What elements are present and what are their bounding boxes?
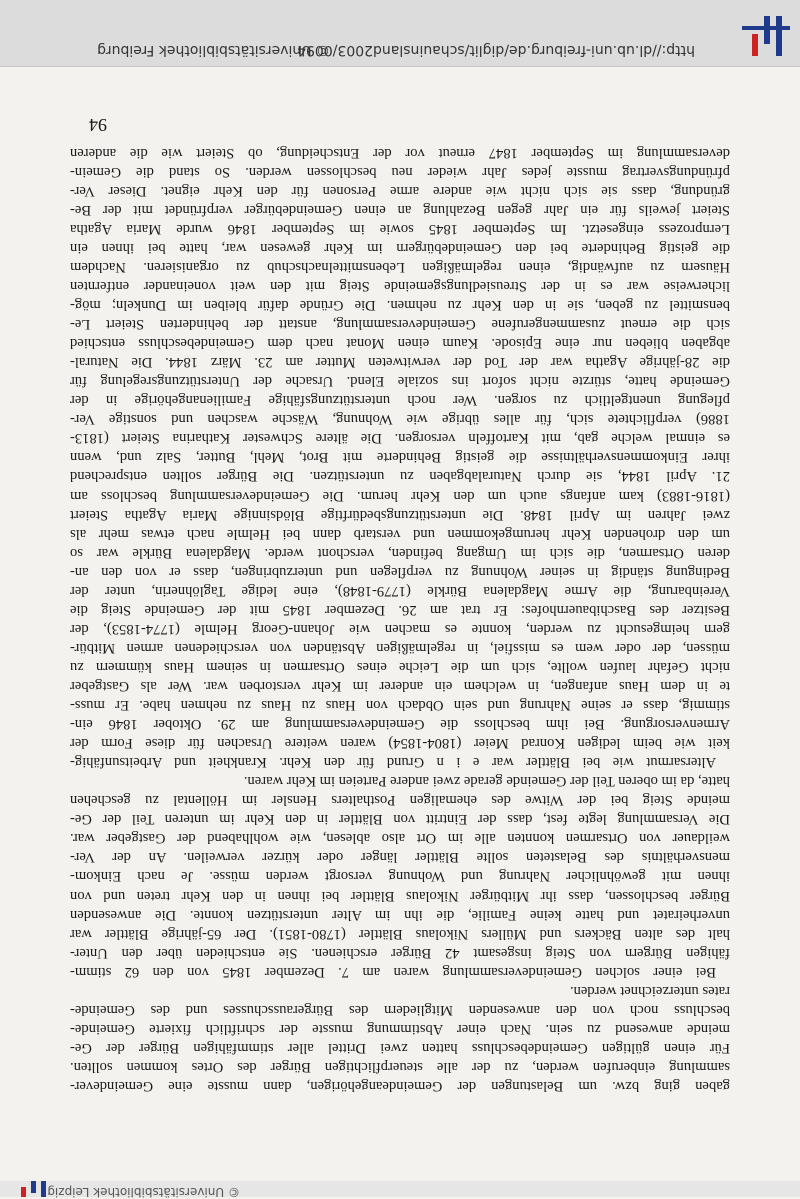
text-line: pfründungsvertrag musste jedes Jahr wieder neu beschlossen werden. So stand die Gemein-: [70, 163, 730, 180]
text-line: unverheiratet und hatte keine Familie, die ihn im Alter unterstützen konnte. Die anwesenden: [70, 906, 730, 923]
page-number: 94: [89, 115, 107, 135]
text-line: weildauer von Ortsarmen konnten alle im Ort also ablesen, wie wohlhabend der Gastgeber war.: [70, 830, 730, 847]
library-logo-icon: [740, 16, 790, 66]
text-line: Lernprozess eingesetzt. Im September 1845 sowie im September 1846 wurde Maria Agatha: [70, 220, 730, 237]
text-line: mensverhältnis des Belasteten sollte Blättler länger oder kürzer verweilen. An der Ver-: [70, 849, 730, 866]
text-line: nicht Gefahr laufen wollte, sich um die Leiche eines Ortsarmen in seinem Haus kümmern zu: [70, 658, 730, 675]
text-line: pflegung unentgeltlich zu sorgen. Wer noch unterstützungsfähige Familienangehörige in der: [70, 392, 730, 409]
text-line: bensmittel zu geben, sie in den Kehr zu nehmen. Die Gründe dafür bleiben im Dunkeln; mög-: [70, 297, 730, 314]
text-line: es einmal welche gab, mit Kartoffeln versorgen. Die ältere Schwester Katharina Steiert (1813-: [70, 430, 730, 447]
text-line: sammlung einberufen werden, zu der alle steuerpflichtigen Bürger des Ortes kommen sollten.: [70, 1058, 730, 1075]
text-line: Bei einer solchen Gemeindeversammlung waren am 7. Dezember 1845 von den 62 stimm-: [70, 963, 716, 980]
text-line: müssen, der oder wem es missfiel, in regelmäßigen Abständen von verschiedenen armen Mitbür-: [70, 639, 730, 656]
text-line: Häusern zu aufwändig, einen regelmäßigen Lebensmittelnachschub zu organisieren. Nachdem: [70, 258, 730, 275]
library-header-band: [0, 1181, 800, 1197]
text-line: 21. April 1844, sie durch Naturalabgaben zu unterstützen. Die Bürger sollten entsprechend: [70, 468, 730, 485]
text-line: gründung, dass sie sich nicht wie andere arme Personen für den Kehr eignet. Dieser Ver-: [70, 182, 730, 199]
text-line: die 28-jährige Agatha war der Tod der verwitweten Mutter am 23. März 1844. Die Natural-: [70, 354, 730, 371]
text-line: zwei Jahren im April 1848. Die unterstützungsbedürftige Blödsinnige Maria Agatha Steiert: [70, 506, 730, 523]
text-line: Für einen gültigen Gemeindebeschluss hatten zwei Drittel aller stimmfähigen Bürger der Ge-: [70, 1039, 730, 1056]
text-line: meinde anwesend zu sein. Nach einer Abstimmung musste der schriftlich fixierte Gemeinde-: [70, 1020, 730, 1037]
text-line: licherweise war es in der Streusiedlungsgemeinde Steig mit den weit voneinander entfernten: [70, 278, 730, 295]
text-line: um den drohenden Kehr herumgekommen und verstarb dann bei Helmle nach etwas mehr als: [70, 525, 730, 542]
library-footer-band: [0, 0, 800, 67]
text-line: Besitzer des Baschibauernhofes: Er trat am 26. Dezember 1845 mit der Gemeinde Steig die: [70, 601, 730, 618]
text-line: beschluss noch von den anwesenden Mitgliedern des Bürgerausschusses und des Gemeinde-: [70, 1001, 730, 1018]
text-line: Steiert jeweils für ein Jahr gegen Bezahlung an einen Gemeindebürger verpfründet mit der Be-: [70, 201, 730, 218]
footer-copyright: © Universitätsbibliothek Freiburg: [97, 42, 330, 58]
header-copyright: © Universitätsbibliothek Leipzig: [47, 1185, 240, 1199]
footer-url-link[interactable]: http://dl.ub.uni-freiburg.de/diglit/schauinsland2003/0094: [297, 42, 695, 58]
text-line: abgaben blieben nur eine Episode. Kaum einen Monat nach dem Gemeindebeschluss entschied: [70, 335, 730, 352]
text-line: deversammlung im September 1847 erneut vor der Entscheidung, ob Steiert wie die anderen: [70, 144, 730, 161]
text-line: gaben ging bzw. um Belastungen der Gemeindeangehörigen, dann musste eine Gemeindever-: [70, 1078, 730, 1094]
text-line: Armenversorgung. Bei ihm beschloss die Gemeindeversammlung am 29. Oktober 1846 ein-: [70, 716, 730, 733]
text-line: ihnen mit gewöhnlicher Nahrung und Wohnung versorgt werden müsse. Je nach Einkom-: [70, 868, 730, 885]
text-line: stimmig, dass er seine Nahrung und sein Obdach von Haus zu Haus zu nehmen habe. Er muss-: [70, 697, 730, 714]
text-line: die geistig Behinderte bei den Gemeindebürgern im Kehr gewesen war, hatte bei ihnen ein: [70, 239, 730, 256]
body-text: [70, 143, 730, 1095]
text-line: (1816-1883) kam anfangs auch um den Kehr herum. Die Gemeindeversammlung beschloss am: [70, 487, 730, 504]
text-line: te in dem Haus anfangen, in welchem ein anderer im Kehr verstorben war. Wer als Gastgeber: [70, 678, 730, 695]
text-line: deren Ortsarmen, die sich im Umgang befinden, verschont werde. Magdalena Bürkle war so: [70, 544, 730, 561]
text-line: ihrer Einkommensverhältnisse die geistig Behinderte mit Brot, Mehl, Butter, Salz und, wenn: [70, 449, 730, 466]
text-line: Die Versammlung legte fest, dass der Eintritt von Blättler in den Kehr im unteren Teil der Ge-: [70, 811, 730, 828]
text-line: Altersarmut wie bei Blättler war e i n Grund für den Kehr. Krankheit und Arbeitsunfähig-: [70, 754, 716, 771]
text-line: keit wie beim ledigen Konrad Meier (1804-1854) waren weitere Ursachen für diese Form der: [70, 735, 730, 752]
text-line: hatte, da im oberen Teil der Gemeinde gerade zwei andere Parteien im Kehr waren.: [243, 773, 730, 790]
text-line: Bürger beschlossen, dass ihr Mitbürger Nikolaus Blättler bei ihnen in den Kehr treten und von: [70, 887, 730, 904]
library-logo-icon: [12, 1181, 52, 1197]
text-line: Vereinbarung, die Arme Magdalena Bürkle (1779-1848), eine ledige Taglöhnerin, unter der: [70, 582, 730, 599]
text-line: gern heimgesucht zu werden, konnte es machen wie Johann-Georg Helmle (1774-1853), der: [70, 620, 730, 637]
text-line: halt des alten Bäckers und Müllers Nikolaus Blättler (1780-1851). Der 65-jährige Blättler war: [70, 925, 730, 942]
text-line: rates unterzeichnet werden.: [569, 982, 730, 999]
text-line: fähigen Bürgern von Steig insgesamt 42 Bürger erschienen. Sie entschieden über den Unter-: [70, 944, 730, 961]
text-line: meinde Steig bei der Witwe des ehemaligen Posthalters Hensler im Höllental zu geschehen: [70, 792, 730, 809]
text-line: Bedingung ständig in seiner Wohnung zu verpflegen und unterzubringen, dass er von den an-: [70, 563, 730, 580]
text-line: sich die erneut zusammengerufene Gemeindeversammlung, anstatt der behinderten Steiert Le-: [70, 316, 730, 333]
text-line: 1886) verpflichtete sich, für alles übrige wie Wohnung, Wäsche waschen und sonstige Ver-: [70, 411, 730, 428]
text-line: Gemeinde hatte, stürzte nicht sofort ins soziale Elend. Ursache der Unterstützungsregelung für: [70, 373, 730, 390]
